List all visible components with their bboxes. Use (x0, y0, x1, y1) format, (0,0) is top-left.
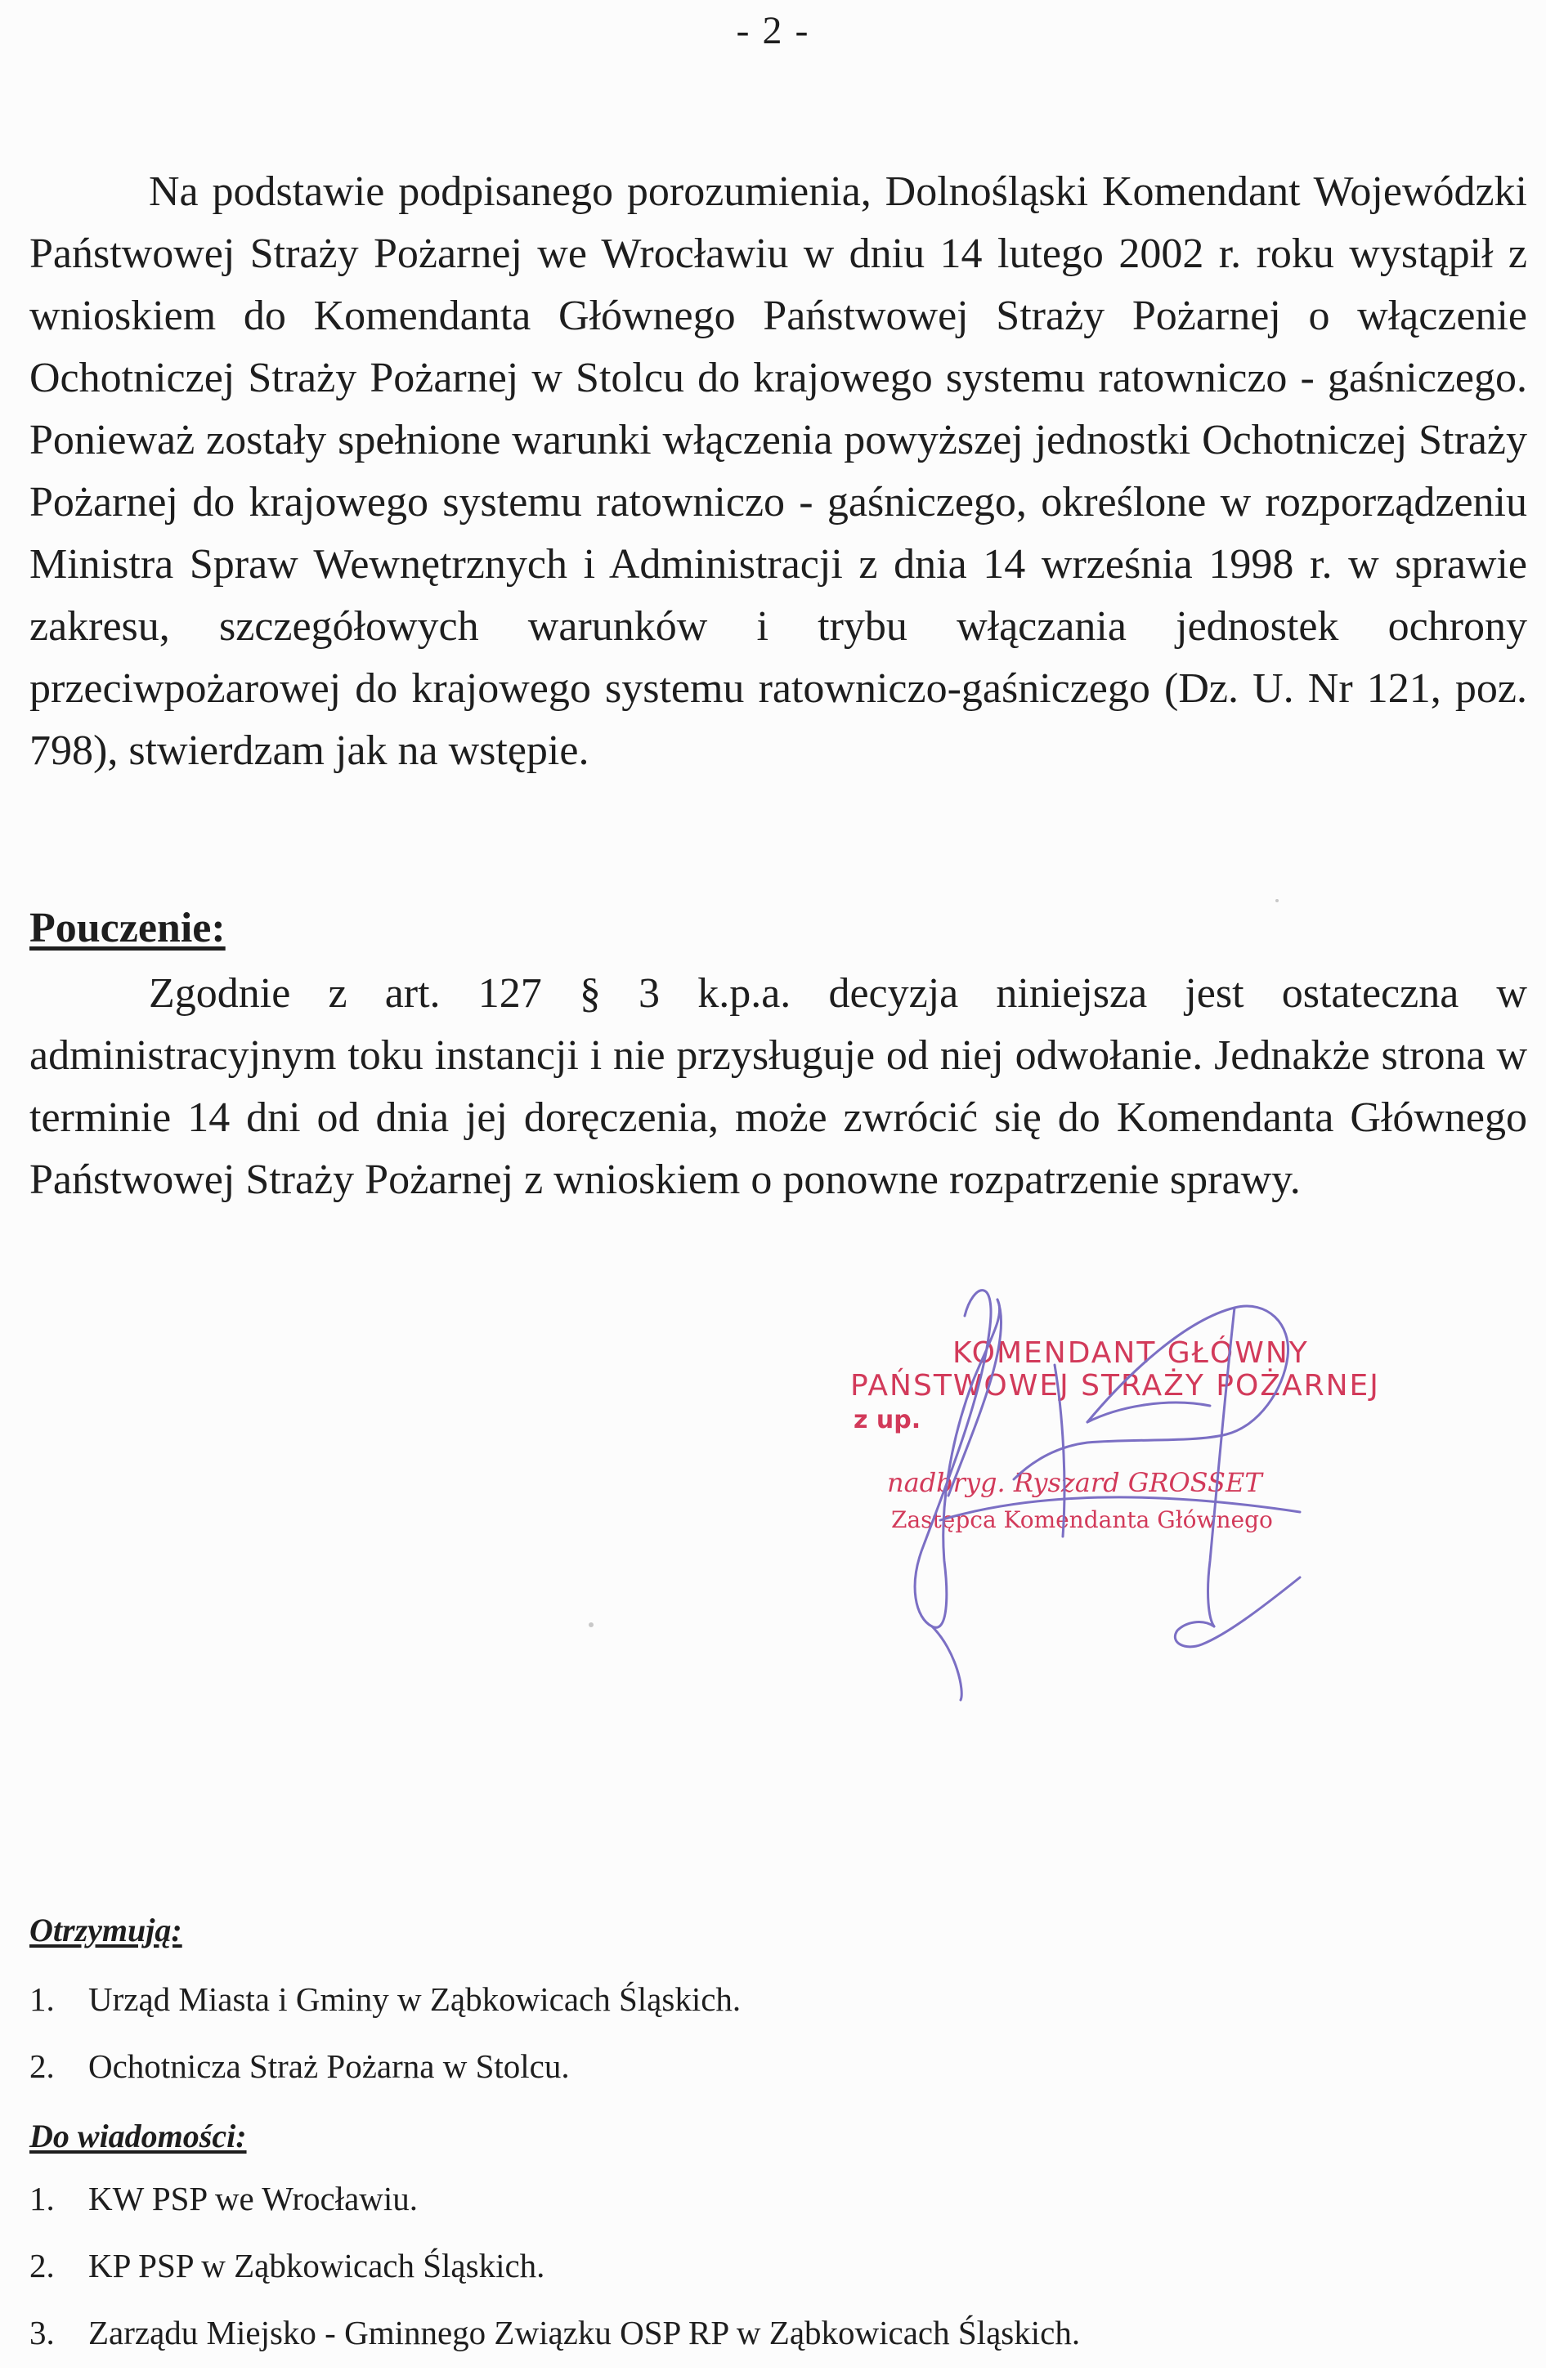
list-item (29, 2246, 1080, 2313)
for-information-list (29, 2179, 1080, 2380)
list-item-text: Ochotnicza Straż Pożarna w Stolcu. (88, 2047, 570, 2085)
list-item-text: Urząd Miasta i Gminy w Ząbkowicach Śląskich. (88, 1980, 742, 2018)
recipients-heading: Otrzymują: (29, 1912, 182, 1948)
list-item (29, 2179, 1080, 2246)
stamp-signatory-name: nadbryg. Ryszard GROSSET (887, 1467, 1262, 1498)
list-item-number: 1. (29, 1980, 55, 2018)
list-item-text: KW PSP we Wrocławiu. (88, 2180, 419, 2217)
list-item (29, 1980, 741, 2047)
stamp-title: KOMENDANT GŁÓWNY (952, 1336, 1309, 1370)
list-item (29, 2313, 1080, 2380)
list-item-text: Zarządu Miejsko - Gminnego Związku OSP RP w Ząbkowicach Śląskich. (88, 2314, 1081, 2351)
justification-paragraph: Na podstawie podpisanego porozumienia, Dolnośląski Komendant Wojewódzki Państwowej Straży Pożarnej we Wrocławiu w dniu 14 lutego 2002 r. roku wystąpił z wnioskiem do Komendanta Głównego Państwowej Straży Pożarnej o włączenie Ochotniczej Straży Pożarnej w Stolcu do krajowego systemu ratowniczo - gaśniczego. Ponieważ zostały spełnione warunki włączenia powyższej jednostki Ochotniczej Straży Pożarnej do krajowego systemu ratowniczo - gaśniczego, określone w rozporządzeniu Ministra Spraw Wewnętrznych i Administracji z dnia 14 września 1998 r. w sprawie zakresu, szczegółowych warunków i trybu włączania jednostek ochrony przeciwpożarowej do krajowego systemu ratowniczo-gaśniczego (Dz. U. Nr 121, poz. 798), stwierdzam jak na wstępie. (29, 168, 1527, 774)
list-item-number: 2. (29, 2047, 55, 2085)
page-number: - 2 - (736, 9, 810, 52)
signature-icon (842, 1267, 1398, 1708)
list-item-text: KP PSP w Ząbkowicach Śląskich. (88, 2247, 545, 2284)
list-item-number: 2. (29, 2247, 55, 2284)
recipients-list (29, 1980, 741, 2114)
list-item-number: 3. (29, 2314, 55, 2351)
handwritten-signature (842, 1267, 1398, 1708)
list-item-number: 1. (29, 2180, 55, 2217)
scan-speck (1275, 899, 1279, 902)
stamp-on-behalf: z up. (854, 1406, 921, 1434)
instruction-heading: Pouczenie: (29, 905, 226, 951)
stamp-organization: PAŃSTWOWEJ STRAŻY POŻARNEJ (850, 1369, 1380, 1402)
scan-speck (589, 1622, 594, 1627)
list-item (29, 2047, 741, 2114)
stamp-signatory-position: Zastępca Komendanta Głównego (891, 1506, 1273, 1533)
for-information-heading: Do wiadomości: (29, 2118, 247, 2154)
instruction-paragraph: Zgodnie z art. 127 § 3 k.p.a. decyzja niniejsza jest ostateczna w administracyjnym toku instancji i nie przysługuje od niej odwołanie. Jednakże strona w terminie 14 dni od dnia jej doręczenia, może zwrócić się do Komendanta Głównego Państwowej Straży Pożarnej z wnioskiem o ponowne rozpatrzenie sprawy. (29, 970, 1527, 1203)
